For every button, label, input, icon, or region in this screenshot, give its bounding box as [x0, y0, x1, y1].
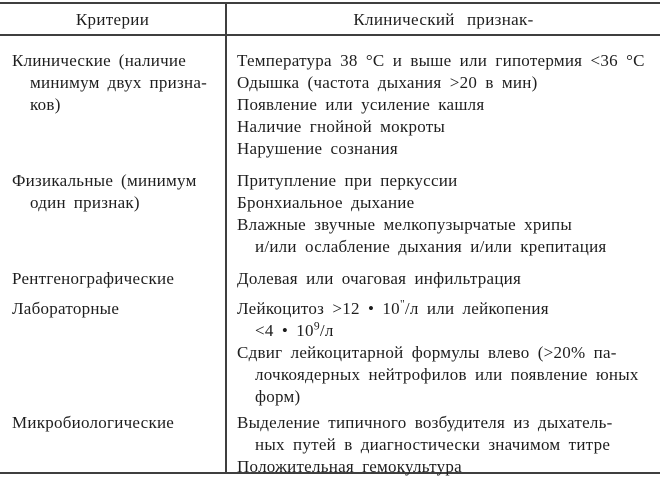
sign-line: Сдвиг лейкоцитарной формулы влево (>20% па-	[237, 343, 617, 362]
sign-line: Положительная гемокультура	[237, 457, 462, 476]
criterion-line: Клинические (наличие	[12, 51, 187, 70]
table-top-rule	[0, 2, 660, 4]
criterion-row-clinical	[12, 50, 217, 116]
header-separator-rule	[0, 34, 660, 36]
sign-line: Влажные звучные мелкопузырчатые хрипы	[237, 215, 573, 234]
sign-text: <4 • 10	[255, 321, 314, 340]
criterion-line: Физикальные (минимум	[12, 171, 197, 190]
sign-line: Бронхиальное дыхание	[237, 193, 415, 212]
signs-row-microbiological	[237, 412, 652, 477]
sign-line: Выделение типичного возбудителя из дыхатель-	[237, 413, 613, 432]
sign-line: Долевая или очаговая инфильтрация	[237, 269, 522, 288]
sign-line: Температура 38 °С и выше или гипотермия <36 °С	[237, 51, 645, 70]
criterion-row-physical	[12, 170, 217, 214]
header-clinical-sign: Клинический признак-	[353, 10, 534, 29]
superscript: 9	[313, 319, 320, 333]
criterion-row-radiographic	[12, 268, 217, 290]
criterion-line: один признак)	[30, 193, 140, 212]
sign-line: ных путей в диагностически значимом титре	[255, 435, 611, 454]
signs-row-physical	[237, 170, 652, 258]
sign-line: лочкоядерных нейтрофилов или появление юных	[255, 365, 639, 384]
signs-row-clinical	[237, 50, 652, 160]
sign-text: /л	[319, 321, 334, 340]
criterion-line: Лабораторные	[12, 299, 120, 318]
sign-text: Лейкоцитоз >12 • 10	[237, 299, 400, 318]
sign-line	[237, 298, 652, 320]
criterion-row-laboratory	[12, 298, 217, 320]
criteria-column	[12, 50, 217, 434]
sign-line: форм)	[255, 387, 301, 406]
criterion-line: ков)	[30, 95, 61, 114]
criterion-line: Рентгенографические	[12, 269, 175, 288]
header-criteria: Критерии	[75, 10, 150, 29]
column-divider-rule	[225, 2, 227, 473]
sign-line: Нарушение сознания	[237, 139, 398, 158]
criterion-line: минимум двух призна-	[30, 73, 208, 92]
sign-line: Наличие гнойной мокроты	[237, 117, 446, 136]
signs-row-laboratory	[237, 298, 652, 408]
sign-line: Появление или усиление кашля	[237, 95, 485, 114]
clinical-signs-column	[237, 50, 652, 477]
sign-line: Притупление при перкуссии	[237, 171, 458, 190]
criterion-line: Микробиологические	[12, 413, 175, 432]
criterion-row-microbiological	[12, 412, 217, 434]
sign-line: Одышка (частота дыхания >20 в мин)	[237, 73, 538, 92]
sign-line	[237, 320, 652, 342]
superscript: "	[399, 297, 405, 311]
sign-text: /л или лейкопения	[404, 299, 549, 318]
sign-line: и/или ослабление дыхания и/или крепитация	[255, 237, 607, 256]
signs-row-radiographic	[237, 268, 652, 290]
